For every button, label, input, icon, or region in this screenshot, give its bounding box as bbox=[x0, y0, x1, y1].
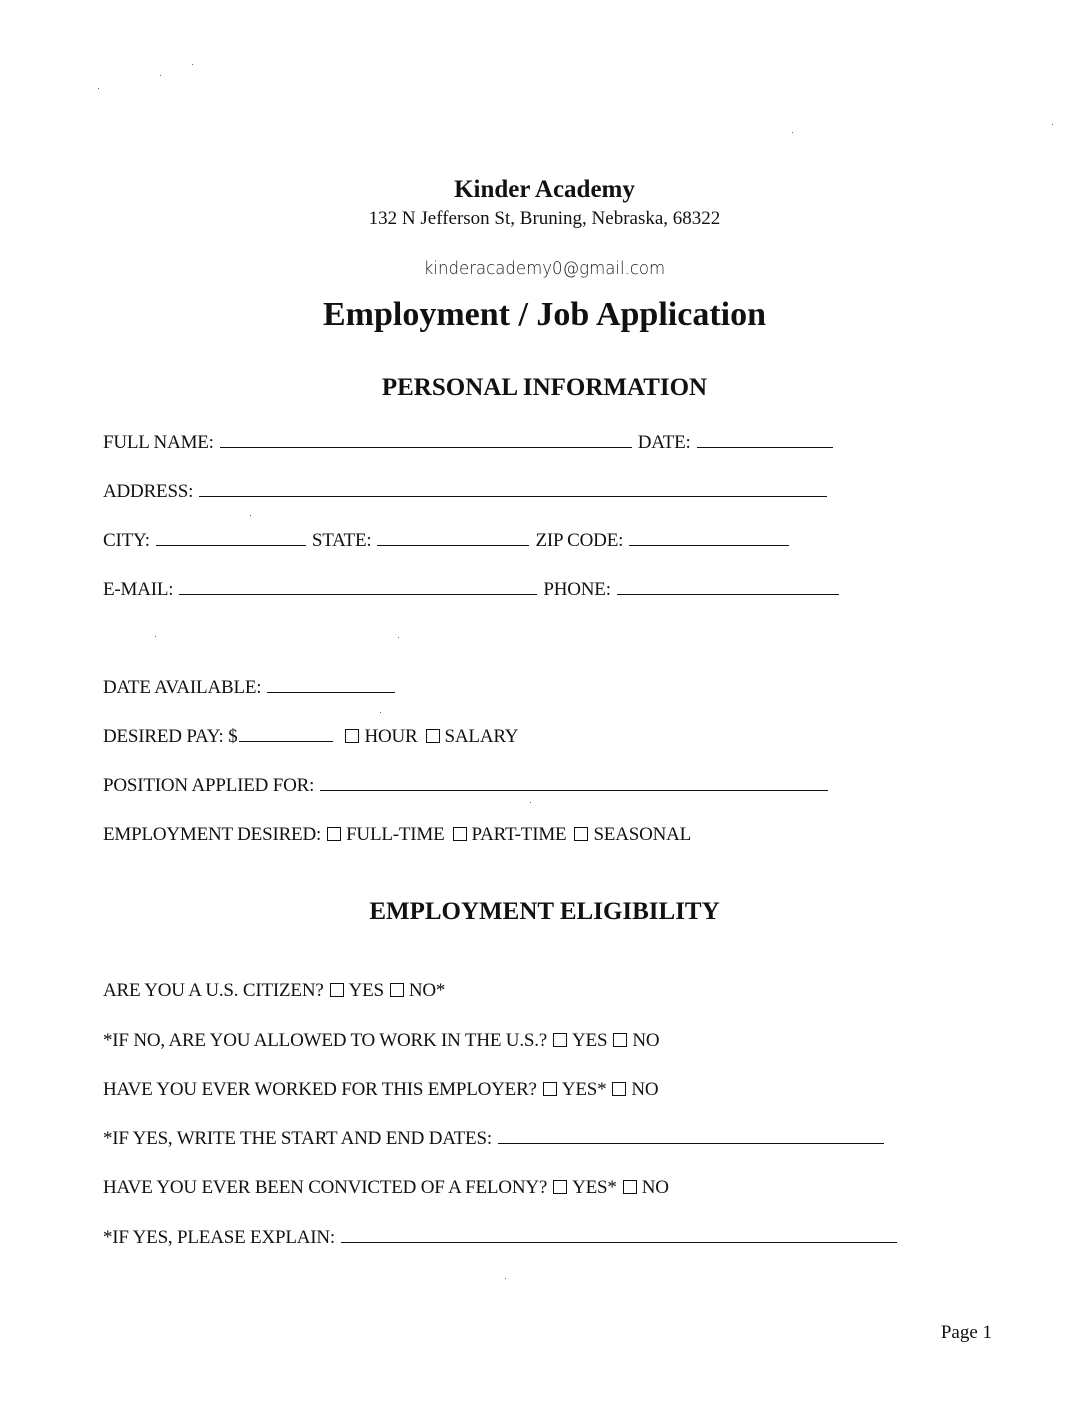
date-available-row bbox=[103, 677, 401, 699]
allowed-yes-checkbox[interactable] bbox=[553, 1033, 567, 1047]
worked-before-row bbox=[103, 1079, 658, 1101]
felony-no-checkbox[interactable] bbox=[623, 1180, 637, 1194]
desired-pay-label: DESIRED PAY: $ bbox=[103, 726, 238, 747]
organization-address: 132 N Jefferson St, Bruning, Nebraska, 68322 bbox=[368, 208, 721, 229]
scan-speck bbox=[155, 636, 156, 637]
email-phone-row bbox=[103, 579, 845, 601]
zip-code-label: ZIP CODE: bbox=[535, 530, 624, 551]
worked-no-label: NO bbox=[631, 1079, 659, 1100]
scan-speck bbox=[1052, 124, 1053, 125]
full-name-label: FULL NAME: bbox=[103, 432, 214, 453]
desired-pay-field[interactable] bbox=[239, 740, 333, 742]
felony-no-label: NO bbox=[641, 1177, 669, 1198]
start-end-dates-row bbox=[103, 1128, 890, 1150]
position-field[interactable] bbox=[320, 789, 828, 791]
start-end-dates-label: *IF YES, WRITE THE START AND END DATES: bbox=[103, 1128, 492, 1149]
section-heading-eligibility: EMPLOYMENT ELIGIBILITY bbox=[369, 898, 720, 925]
date-field[interactable] bbox=[697, 446, 833, 448]
scan-speck bbox=[398, 637, 399, 638]
explain-label: *IF YES, PLEASE EXPLAIN: bbox=[103, 1227, 336, 1248]
citizen-yes-checkbox[interactable] bbox=[330, 983, 344, 997]
citizen-no-checkbox[interactable] bbox=[390, 983, 404, 997]
city-label: CITY: bbox=[103, 530, 150, 551]
citizen-question: ARE YOU A U.S. CITIZEN? bbox=[103, 980, 324, 1001]
start-end-dates-field[interactable] bbox=[498, 1142, 884, 1144]
scan-speck bbox=[192, 64, 193, 65]
page-number: Page 1 bbox=[940, 1322, 992, 1343]
felony-row bbox=[103, 1177, 669, 1199]
email-field[interactable] bbox=[179, 593, 537, 595]
organization-name: Kinder Academy bbox=[454, 176, 635, 203]
worked-before-question: HAVE YOU EVER WORKED FOR THIS EMPLOYER? bbox=[103, 1079, 537, 1100]
felony-yes-checkbox[interactable] bbox=[553, 1180, 567, 1194]
position-label: POSITION APPLIED FOR: bbox=[103, 775, 315, 796]
state-label: STATE: bbox=[311, 530, 372, 551]
position-row bbox=[103, 775, 834, 797]
scan-speck bbox=[250, 515, 251, 516]
worked-yes-checkbox[interactable] bbox=[543, 1082, 557, 1096]
full-name-row bbox=[103, 432, 839, 454]
zip-code-field[interactable] bbox=[629, 544, 789, 546]
employment-desired-label: EMPLOYMENT DESIRED: bbox=[103, 824, 322, 845]
full-name-field[interactable] bbox=[220, 446, 632, 448]
scan-speck bbox=[98, 88, 99, 89]
allowed-to-work-question: *IF NO, ARE YOU ALLOWED TO WORK IN THE U.S.? bbox=[103, 1030, 548, 1051]
form-title: Employment / Job Application bbox=[322, 296, 766, 333]
salary-option-label: SALARY bbox=[444, 726, 519, 747]
part-time-label: PART-TIME bbox=[471, 824, 567, 845]
full-time-checkbox[interactable] bbox=[327, 827, 341, 841]
allowed-yes-label: YES bbox=[572, 1030, 608, 1051]
seasonal-checkbox[interactable] bbox=[574, 827, 588, 841]
full-time-label: FULL-TIME bbox=[346, 824, 445, 845]
explain-field[interactable] bbox=[341, 1241, 897, 1243]
address-label: ADDRESS: bbox=[103, 481, 194, 502]
scan-speck bbox=[160, 75, 161, 76]
city-field[interactable] bbox=[156, 544, 306, 546]
allowed-no-label: NO bbox=[632, 1030, 660, 1051]
email-label: E-MAIL: bbox=[103, 579, 174, 600]
citizen-no-label: NO* bbox=[408, 980, 446, 1001]
phone-label: PHONE: bbox=[543, 579, 611, 600]
explain-row bbox=[103, 1227, 903, 1249]
part-time-checkbox[interactable] bbox=[453, 827, 467, 841]
hour-checkbox[interactable] bbox=[345, 729, 359, 743]
scan-speck bbox=[792, 132, 793, 133]
citizen-row bbox=[103, 980, 445, 1002]
felony-question: HAVE YOU EVER BEEN CONVICTED OF A FELONY? bbox=[103, 1177, 548, 1198]
worked-yes-label: YES* bbox=[561, 1079, 607, 1100]
date-label: DATE: bbox=[637, 432, 691, 453]
desired-pay-row bbox=[103, 726, 520, 748]
address-field[interactable] bbox=[199, 495, 827, 497]
phone-field[interactable] bbox=[617, 593, 839, 595]
date-available-label: DATE AVAILABLE: bbox=[103, 677, 262, 698]
state-field[interactable] bbox=[377, 544, 529, 546]
allowed-no-checkbox[interactable] bbox=[613, 1033, 627, 1047]
allowed-to-work-row bbox=[103, 1030, 659, 1052]
citizen-yes-label: YES bbox=[348, 980, 384, 1001]
seasonal-label: SEASONAL bbox=[593, 824, 692, 845]
address-row bbox=[103, 481, 833, 503]
worked-no-checkbox[interactable] bbox=[612, 1082, 626, 1096]
hour-option-label: HOUR bbox=[364, 726, 418, 747]
scan-speck bbox=[380, 712, 381, 713]
scan-speck bbox=[530, 802, 531, 803]
scan-speck bbox=[505, 1278, 506, 1279]
section-heading-personal: PERSONAL INFORMATION bbox=[381, 374, 708, 401]
felony-yes-label: YES* bbox=[572, 1177, 617, 1198]
salary-checkbox[interactable] bbox=[426, 729, 440, 743]
organization-email: kinderacademy0@gmail.com bbox=[423, 258, 666, 279]
city-state-zip-row bbox=[103, 530, 795, 552]
employment-desired-row bbox=[103, 824, 693, 846]
date-available-field[interactable] bbox=[267, 691, 395, 693]
